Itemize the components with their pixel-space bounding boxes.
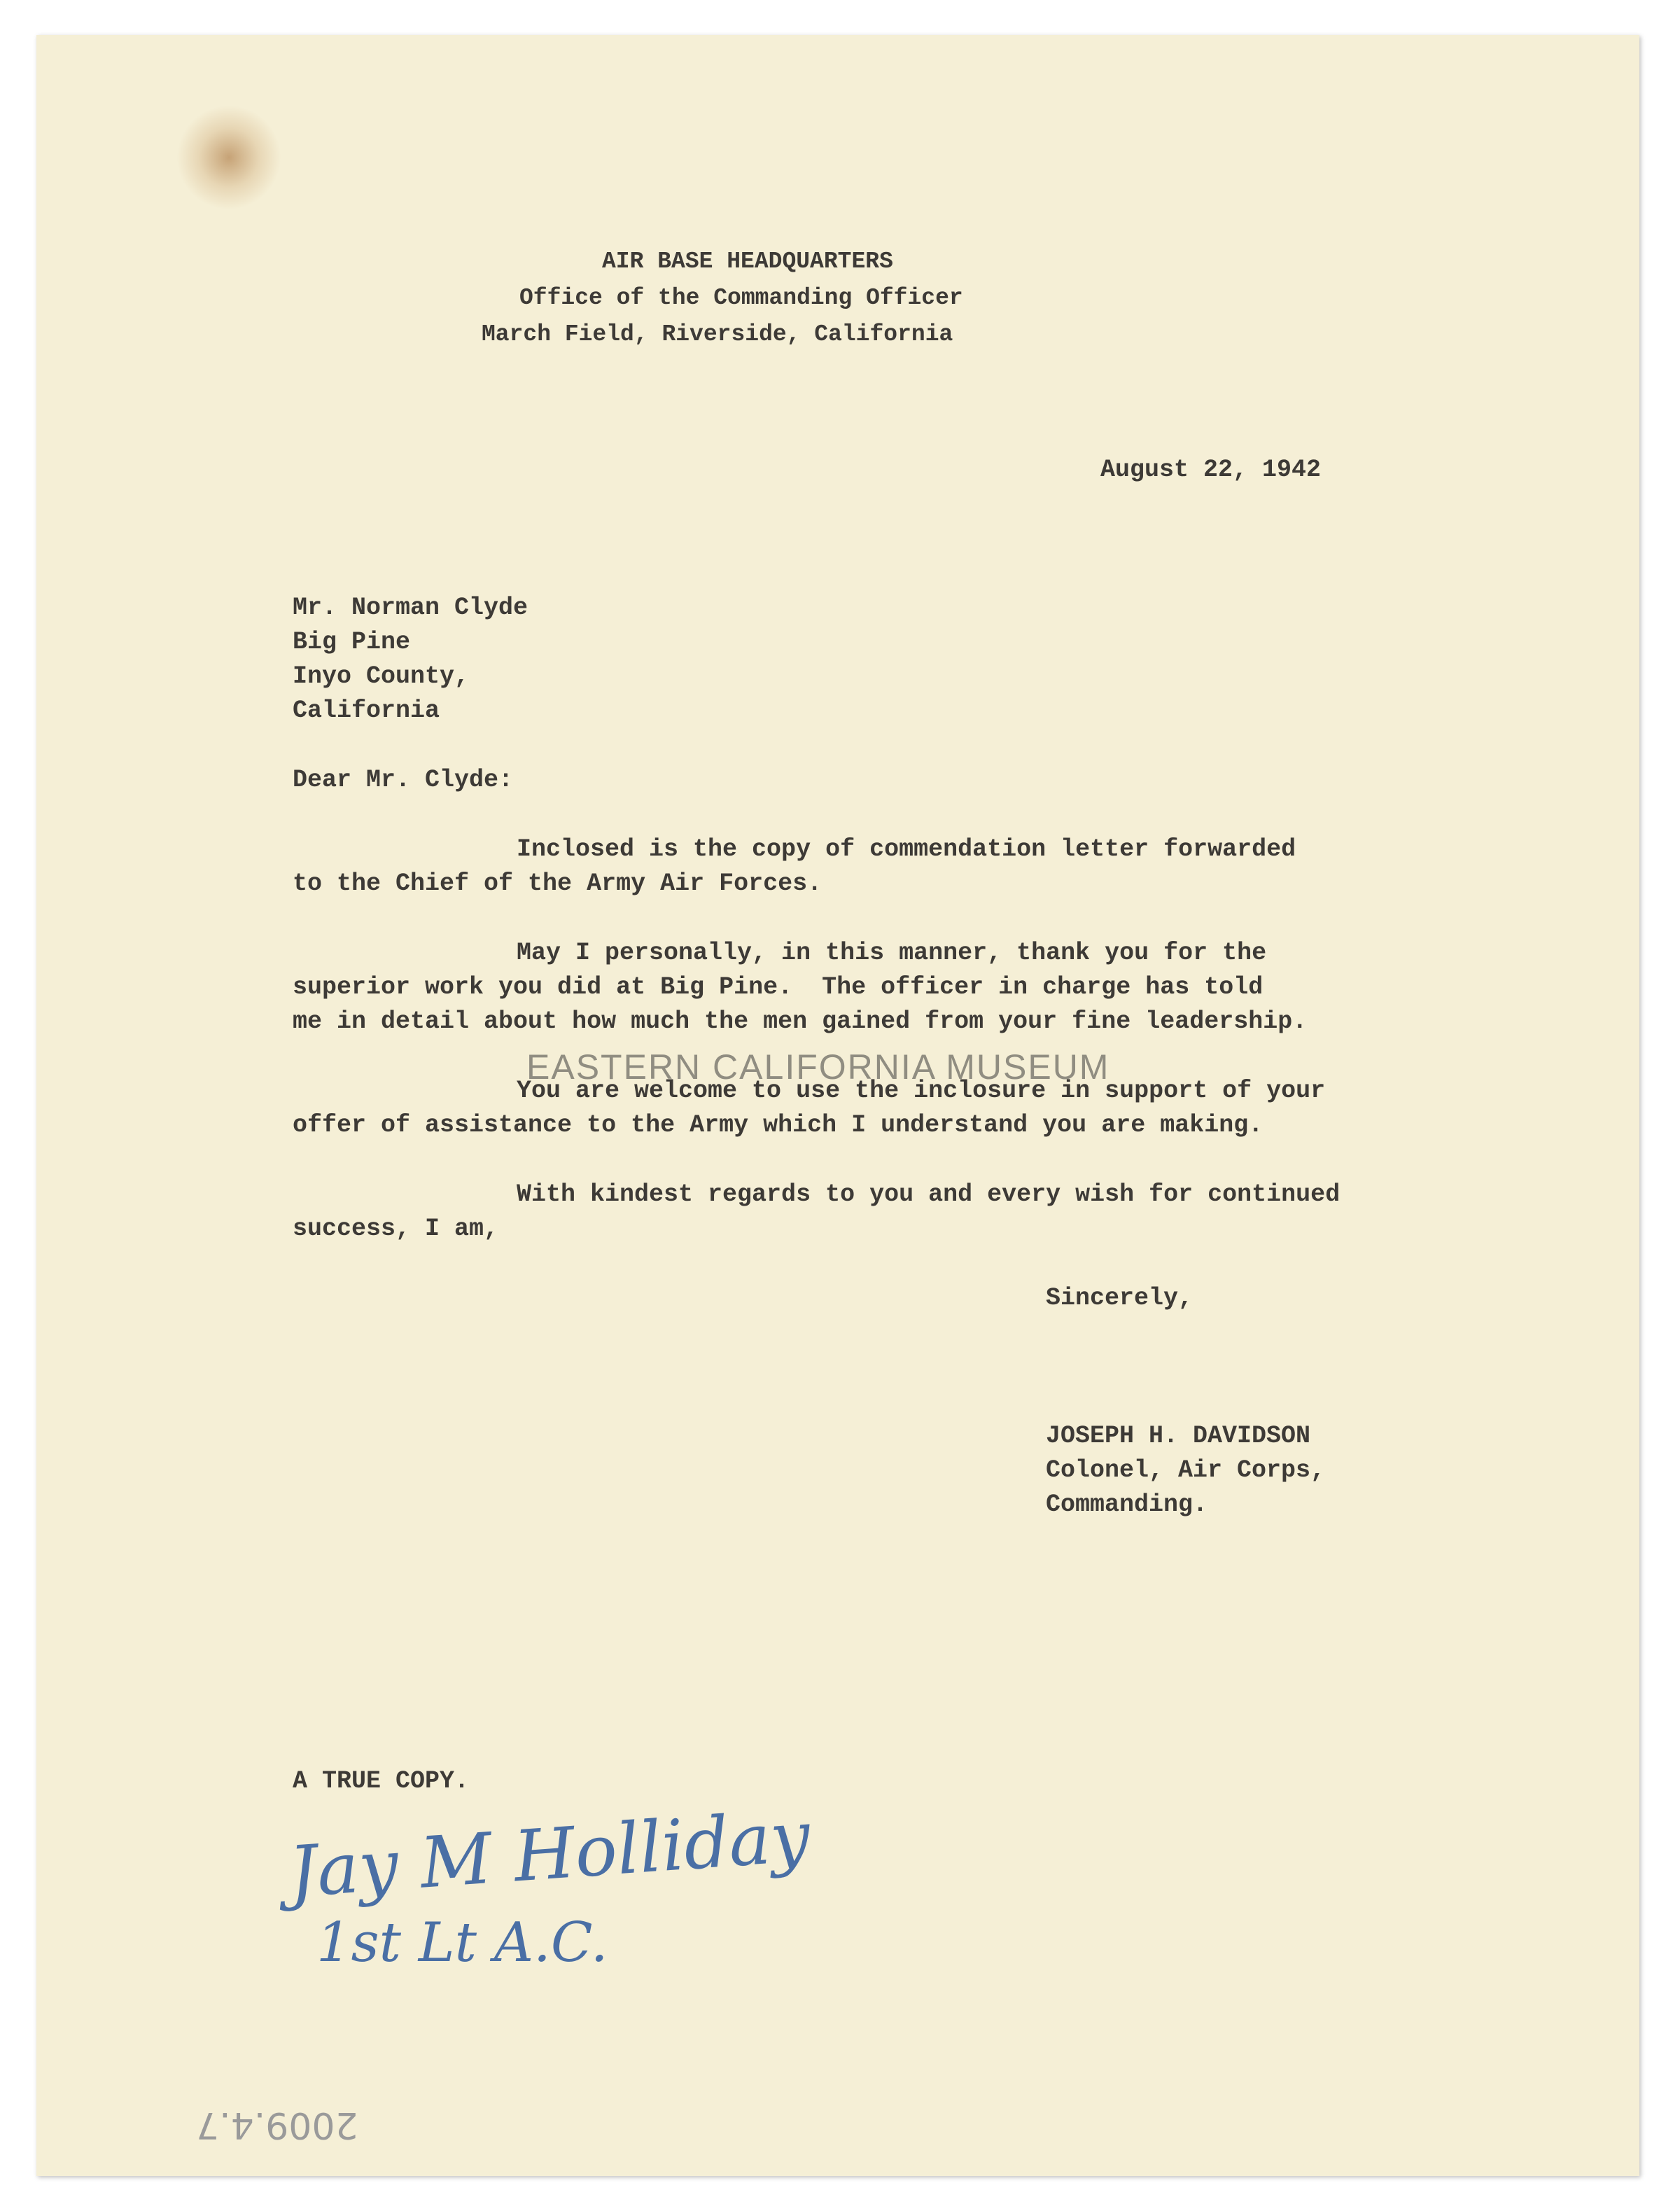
paper-stain [176,105,281,210]
handwritten-signature: Jay M Holliday [286,1795,813,1913]
body-p4-line-1: With kindest regards to you and every wish for continued [517,1180,1340,1208]
museum-watermark: EASTERN CALIFORNIA MUSEUM [526,1047,1110,1087]
letter-date: August 22, 1942 [1100,456,1322,484]
signer-name: JOSEPH H. DAVIDSON [1046,1422,1311,1450]
recipient-line-3: Inyo County, [293,662,470,690]
true-copy-label: A TRUE COPY. [293,1767,470,1795]
body-p4-line-2: success, I am, [293,1215,499,1243]
letterhead-line-1: AIR BASE HEADQUARTERS [602,249,893,274]
letterhead-line-2: Office of the Commanding Officer [519,285,963,311]
recipient-line-4: California [293,697,440,725]
recipient-line-1: Mr. Norman Clyde [293,594,528,622]
body-p3-line-2: offer of assistance to the Army which I understand you are making. [293,1111,1264,1139]
handwritten-rank: 1st Lt A.C. [316,1911,608,1974]
body-p1-line-2: to the Chief of the Army Air Forces. [293,870,822,898]
signer-title: Colonel, Air Corps, [1046,1456,1326,1484]
recipient-line-2: Big Pine [293,628,411,656]
letterhead-line-3: March Field, Riverside, California [482,321,953,347]
pencil-catalog-number: 2009.4.7 [196,2104,358,2146]
salutation: Dear Mr. Clyde: [293,766,514,794]
body-p2-line-1: May I personally, in this manner, thank you for the [517,939,1267,967]
body-p3-line-1: You are welcome to use the inclosure in support of your [517,1077,1326,1105]
body-p2-line-2: superior work you did at Big Pine. The officer in charge has told [293,973,1264,1001]
body-p1-line-1: Inclosed is the copy of commendation letter forwarded [517,835,1296,863]
closing: Sincerely, [1046,1284,1194,1312]
body-p2-line-3: me in detail about how much the men gained from your fine leadership. [293,1007,1308,1035]
document-page [36,35,1639,2176]
signer-role: Commanding. [1046,1491,1208,1519]
